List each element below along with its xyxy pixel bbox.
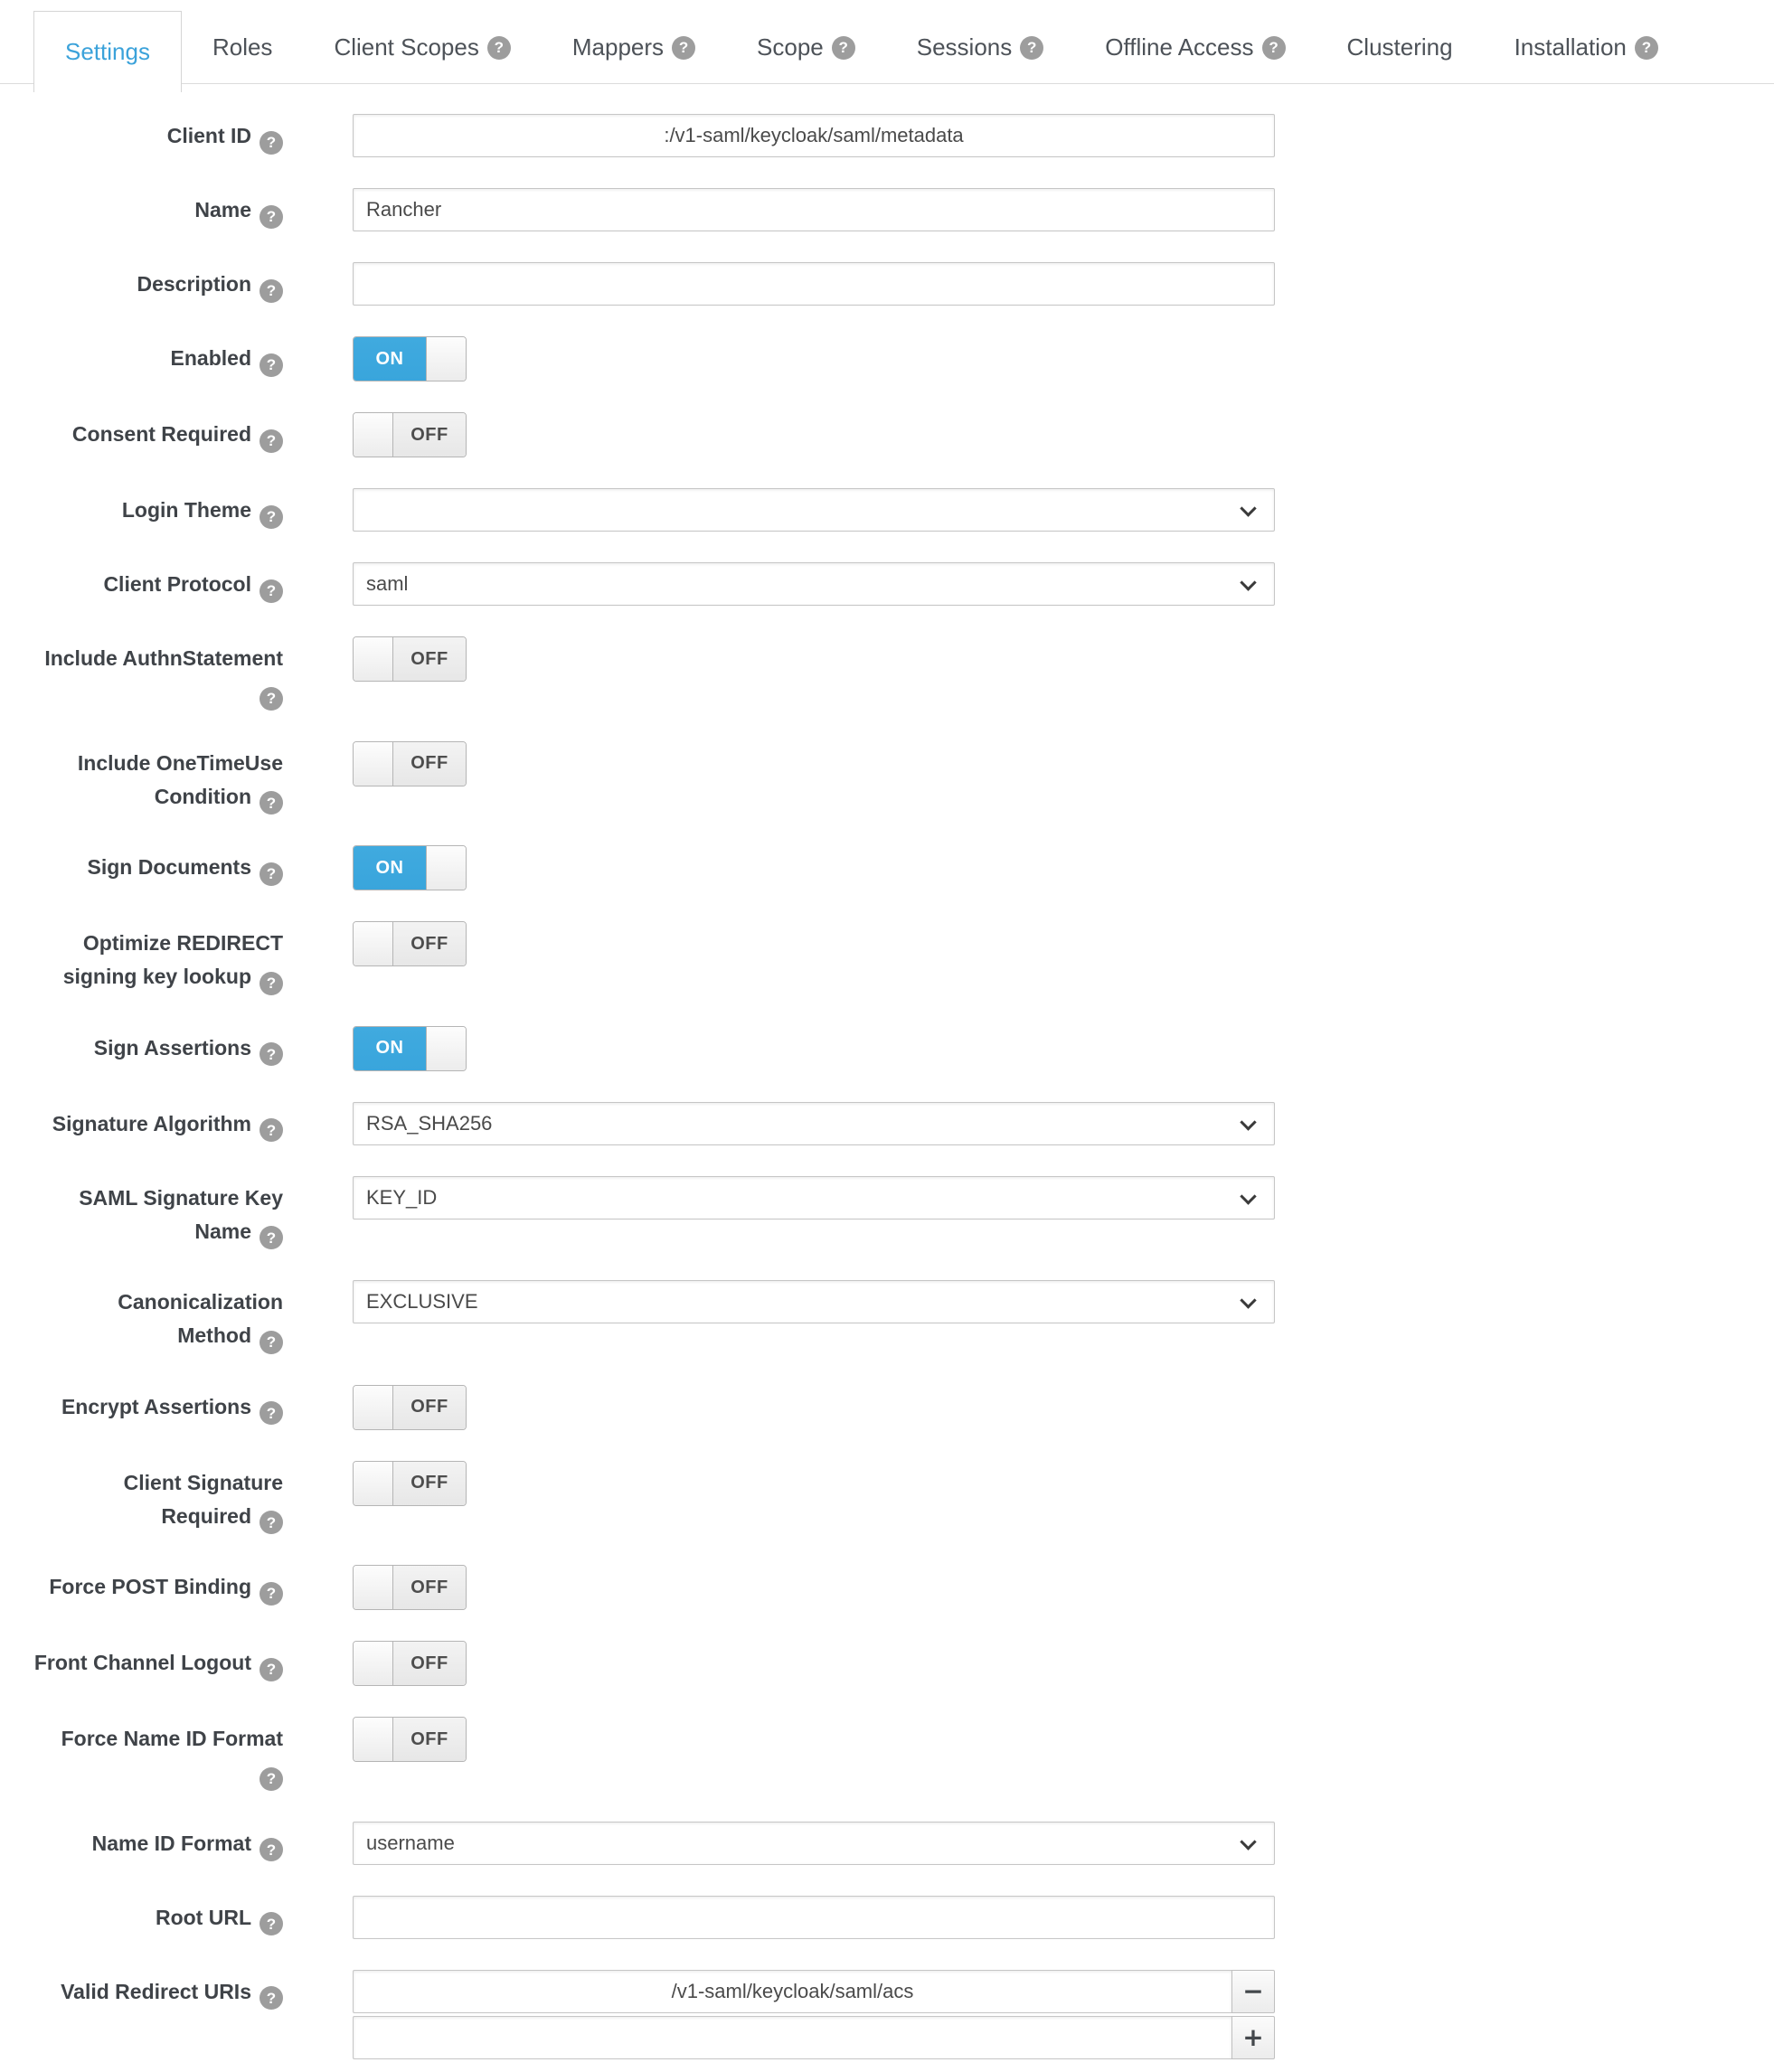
label-text: Login Theme: [121, 498, 251, 522]
label-text: Encrypt Assertions: [61, 1394, 251, 1418]
description-label: [0, 262, 283, 306]
force-name-id-format-label: [0, 1717, 283, 1791]
name-input[interactable]: [353, 188, 1275, 231]
optimize-redirect-signing-key-lookup-label: [0, 921, 283, 995]
label-text: Client Signature: [123, 1470, 283, 1494]
form-row-saml-signature-key-name: [0, 1176, 1774, 1250]
label-text: Signature Algorithm: [52, 1111, 251, 1135]
form-row-include-authnstatement: [0, 636, 1774, 711]
label-text: Sign Assertions: [93, 1035, 251, 1060]
saml-signature-key-name-select[interactable]: [353, 1176, 1275, 1220]
select-value: EXCLUSIVE: [366, 1290, 478, 1313]
root-url-label: [0, 1896, 283, 1939]
help-icon[interactable]: ?: [259, 279, 283, 303]
select-value: username: [366, 1831, 455, 1854]
tab-label: Offline Access: [1105, 33, 1254, 61]
toggle-handle: [354, 413, 393, 457]
label-text: Sign Documents: [87, 855, 251, 879]
settings-form: [0, 84, 1774, 2062]
encrypt-assertions-toggle[interactable]: [353, 1385, 467, 1430]
valid-redirect-uris-label: [0, 1970, 283, 2062]
tab-label: Scope: [757, 33, 824, 61]
enabled-toggle[interactable]: [353, 336, 467, 381]
sign-assertions-label: [0, 1026, 283, 1071]
canonicalization-method-select[interactable]: [353, 1280, 1275, 1323]
force-name-id-format-toggle[interactable]: [353, 1717, 467, 1762]
toggle-handle: [426, 846, 466, 890]
form-row-consent-required: [0, 412, 1774, 457]
description-input[interactable]: [353, 262, 1275, 306]
form-row-force-post-binding: [0, 1565, 1774, 1610]
front-channel-logout-label: [0, 1641, 283, 1686]
tab-label: Clustering: [1346, 33, 1453, 61]
encrypt-assertions-label: [0, 1385, 283, 1430]
sign-documents-toggle[interactable]: [353, 845, 467, 890]
tab-label: Sessions: [916, 33, 1013, 61]
chevron-down-icon: [1240, 500, 1256, 516]
help-icon[interactable]: ?: [259, 1401, 283, 1425]
front-channel-logout-toggle[interactable]: [353, 1641, 467, 1686]
client-signature-required-toggle[interactable]: [353, 1461, 467, 1506]
toggle-handle: [354, 922, 393, 965]
help-icon[interactable]: ?: [259, 429, 283, 453]
saml-signature-key-name-label: [0, 1176, 283, 1250]
select-value: RSA_SHA256: [366, 1111, 493, 1135]
client-id-input[interactable]: [353, 114, 1275, 157]
name-id-format-label: [0, 1822, 283, 1865]
toggle-on-label: ON: [354, 337, 426, 381]
login-theme-label: [0, 488, 283, 532]
tab-installation[interactable]: [1484, 12, 1689, 83]
label-text: Root URL: [155, 1905, 251, 1929]
toggle-handle: [354, 742, 393, 786]
select-value: saml: [366, 572, 409, 595]
canonicalization-method-label: [0, 1280, 283, 1354]
signature-algorithm-label: [0, 1102, 283, 1145]
help-icon[interactable]: ?: [259, 1767, 283, 1791]
remove-redirect-uri-button[interactable]: −: [1231, 1970, 1275, 2013]
include-authnstatement-label: [0, 636, 283, 711]
help-icon[interactable]: ?: [259, 972, 283, 995]
label-text: Optimize REDIRECT: [82, 931, 283, 955]
tab-label: Mappers: [571, 33, 665, 61]
toggle-on-label: ON: [354, 1027, 426, 1070]
tab-mappers[interactable]: [542, 12, 726, 83]
label-text: Canonicalization: [118, 1290, 283, 1314]
help-icon[interactable]: ?: [259, 1511, 283, 1534]
help-icon[interactable]: ?: [259, 1838, 283, 1861]
sign-documents-label: [0, 845, 283, 890]
label-text: Name: [194, 198, 251, 221]
form-row-client-id: [0, 114, 1774, 157]
help-icon[interactable]: ?: [259, 205, 283, 229]
include-authnstatement-toggle[interactable]: [353, 636, 467, 682]
form-row-root-url: [0, 1896, 1774, 1939]
label-text: Required: [161, 1503, 251, 1528]
include-onetimeuse-condition-toggle[interactable]: [353, 741, 467, 786]
label-text: Client Protocol: [103, 572, 251, 596]
form-row-force-name-id-format: [0, 1717, 1774, 1791]
toggle-handle: [354, 1386, 393, 1429]
root-url-input[interactable]: [353, 1896, 1275, 1939]
label-text: Name: [194, 1219, 251, 1243]
help-icon[interactable]: ?: [672, 36, 695, 60]
tab-roles[interactable]: [182, 12, 303, 83]
label-text: Name ID Format: [91, 1831, 251, 1855]
form-row-client-protocol: [0, 562, 1774, 606]
consent-required-label: [0, 412, 283, 457]
label-text: Front Channel Logout: [33, 1651, 251, 1674]
help-icon[interactable]: ?: [1262, 36, 1286, 60]
form-row-client-signature-required: [0, 1461, 1774, 1535]
label-text: Consent Required: [71, 422, 251, 446]
add-redirect-uri-button[interactable]: +: [1231, 2016, 1275, 2059]
include-onetimeuse-condition-label: [0, 741, 283, 815]
form-row-include-onetimeuse-condition: [0, 741, 1774, 815]
form-row-canonicalization-method: [0, 1280, 1774, 1354]
chevron-down-icon: [1240, 1833, 1256, 1850]
client-protocol-label: [0, 562, 283, 606]
redirect-uri-input[interactable]: [353, 1970, 1231, 2013]
enabled-label: [0, 336, 283, 381]
tab-settings[interactable]: [33, 11, 182, 92]
form-row-name-id-format: [0, 1822, 1774, 1865]
label-text: Force POST Binding: [49, 1575, 251, 1598]
label-text: Valid Redirect URIs: [61, 1979, 251, 2003]
help-icon[interactable]: ?: [259, 1582, 283, 1606]
help-icon[interactable]: ?: [487, 36, 511, 60]
help-icon[interactable]: ?: [259, 687, 283, 711]
optimize-redirect-signing-key-lookup-toggle[interactable]: [353, 921, 467, 966]
tab-client-scopes[interactable]: [303, 12, 541, 83]
label-text: Condition: [154, 784, 251, 808]
label-text: SAML Signature Key: [79, 1185, 283, 1210]
toggle-handle: [354, 1462, 393, 1505]
toggle-off-label: OFF: [393, 1718, 466, 1761]
help-icon[interactable]: ?: [259, 1226, 283, 1249]
help-icon[interactable]: ?: [259, 131, 283, 155]
tab-scope[interactable]: [726, 12, 886, 83]
tab-label: Settings: [65, 38, 150, 65]
force-post-binding-toggle[interactable]: [353, 1565, 467, 1610]
help-icon[interactable]: ?: [1635, 36, 1658, 60]
form-row-login-theme: [0, 488, 1774, 532]
label-text: Client ID: [166, 124, 251, 147]
sign-assertions-toggle[interactable]: [353, 1026, 467, 1071]
toggle-off-label: OFF: [393, 922, 466, 965]
form-row-description: [0, 262, 1774, 306]
tab-label: Installation: [1514, 33, 1627, 61]
form-row-front-channel-logout: [0, 1641, 1774, 1686]
help-icon[interactable]: ?: [259, 579, 283, 603]
tab-label: Client Scopes: [334, 33, 479, 61]
tab-label: Roles: [212, 33, 273, 61]
help-icon[interactable]: ?: [259, 353, 283, 377]
help-icon[interactable]: ?: [1020, 36, 1043, 60]
toggle-off-label: OFF: [393, 637, 466, 681]
form-row-signature-algorithm: [0, 1102, 1774, 1145]
label-text: Description: [137, 272, 251, 296]
help-icon[interactable]: ?: [832, 36, 855, 60]
help-icon[interactable]: ?: [259, 1986, 283, 2010]
label-text: Force Name ID Format: [61, 1727, 283, 1750]
form-row-sign-documents: [0, 845, 1774, 890]
label-text: Enabled: [170, 346, 251, 370]
toggle-handle: [354, 1718, 393, 1761]
select-value: KEY_ID: [366, 1185, 438, 1209]
redirect-uri-input[interactable]: [353, 2016, 1231, 2059]
label-text: signing key lookup: [62, 965, 251, 988]
help-icon[interactable]: ?: [259, 1912, 283, 1935]
label-text: Method: [177, 1323, 251, 1347]
form-row-name: [0, 188, 1774, 231]
tab-clustering[interactable]: [1316, 12, 1484, 83]
help-icon[interactable]: ?: [259, 505, 283, 529]
tab-bar: [0, 0, 1774, 84]
help-icon[interactable]: ?: [259, 1042, 283, 1066]
signature-algorithm-select[interactable]: [353, 1102, 1275, 1145]
toggle-handle: [426, 337, 466, 381]
toggle-handle: [354, 1566, 393, 1609]
toggle-off-label: OFF: [393, 1386, 466, 1429]
tab-sessions[interactable]: [886, 12, 1075, 83]
toggle-off-label: OFF: [393, 742, 466, 786]
client-signature-required-label: [0, 1461, 283, 1535]
form-row-valid-redirect-uris: [0, 1970, 1774, 2062]
help-icon[interactable]: ?: [259, 791, 283, 815]
form-row-encrypt-assertions: [0, 1385, 1774, 1430]
toggle-off-label: OFF: [393, 413, 466, 457]
help-icon[interactable]: ?: [259, 1118, 283, 1142]
label-text: Include AuthnStatement: [44, 646, 283, 670]
chevron-down-icon: [1240, 1114, 1256, 1130]
chevron-down-icon: [1240, 1188, 1256, 1204]
toggle-off-label: OFF: [393, 1462, 466, 1505]
help-icon[interactable]: ?: [259, 862, 283, 886]
client-id-label: [0, 114, 283, 157]
toggle-handle: [354, 1642, 393, 1685]
label-text: Include OneTimeUse: [77, 750, 283, 775]
toggle-on-label: ON: [354, 846, 426, 890]
name-id-format-select[interactable]: [353, 1822, 1275, 1865]
consent-required-toggle[interactable]: [353, 412, 467, 457]
toggle-handle: [426, 1027, 466, 1070]
help-icon[interactable]: ?: [259, 1658, 283, 1681]
force-post-binding-label: [0, 1565, 283, 1610]
client-protocol-select[interactable]: [353, 562, 1275, 606]
chevron-down-icon: [1240, 574, 1256, 590]
form-row-optimize-redirect-signing-key-lookup: [0, 921, 1774, 995]
toggle-off-label: OFF: [393, 1566, 466, 1609]
tab-offline-access[interactable]: [1074, 12, 1316, 83]
name-label: [0, 188, 283, 231]
form-row-enabled: [0, 336, 1774, 381]
toggle-handle: [354, 637, 393, 681]
help-icon[interactable]: ?: [259, 1331, 283, 1354]
toggle-off-label: OFF: [393, 1642, 466, 1685]
chevron-down-icon: [1240, 1292, 1256, 1308]
form-row-sign-assertions: [0, 1026, 1774, 1071]
login-theme-select[interactable]: [353, 488, 1275, 532]
